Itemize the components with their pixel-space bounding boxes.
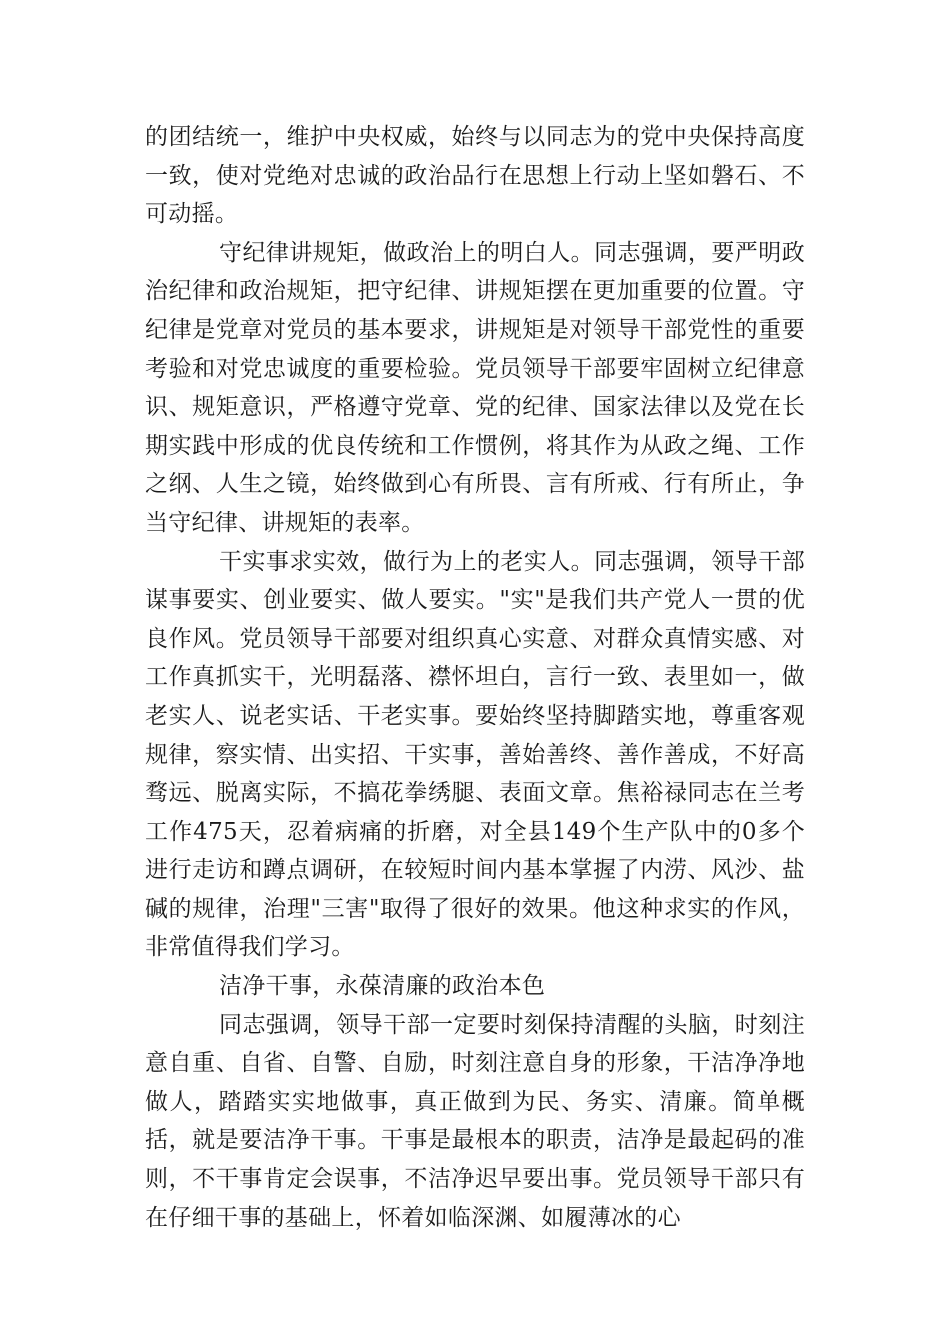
paragraph-discipline: 守纪律讲规矩，做政治上的明白人。同志强调，要严明政治纪律和政治规矩，把守纪律、讲规矩摆在更加重要的位置。守纪律是党章对党员的基本要求，讲规矩是对领导干部党性的重要考验和对党忠诚度的重要检验。党员领导干部要牢固树立纪律意识、规矩意识，严格遵守党章、党的纪律、国家法律以及党在长期实践中形成的优良传统和工作惯例，将其作为从政之绳、工作之纲、人生之镜，始终做到心有所畏、言有所戒、行有所止，争当守纪律、讲规矩的表率。 bbox=[145, 239, 805, 536]
paragraph-practical: 干实事求实效，做行为上的老实人。同志强调，领导干部谋事要实、创业要实、做人要实。"实"是我们共产党人一贯的优良作风。党员领导干部要对组织真心实意、对群众真情实感、对工作真抓实干，光明磊落、襟怀坦白，言行一致、表里如一，做老实人、说老实话、干老实事。要始终坚持脚踏实地，尊重客观规律，察实情、出实招、干实事，善始善终、善作善成，不好高骛远、脱离实际，不搞花拳绣腿、表面文章。焦裕禄同志在兰考工作475天，忍着病痛的折磨，对全县149个生产队中的0多个进行走访和蹲点调研，在较短时间内基本掌握了内涝、风沙、盐碱的规律，治理"三害"取得了很好的效果。他这种求实的作风，非常值得我们学习。 bbox=[145, 548, 805, 961]
section-heading-integrity: 洁净干事，永葆清廉的政治本色 bbox=[219, 973, 546, 1000]
paragraph-continued: 的团结统一，维护中央权威，始终与以同志为的党中央保持高度一致，使对党绝对忠诚的政治品行在思想上行动上坚如磐石、不可动摇。 bbox=[145, 124, 805, 228]
paragraph-integrity: 同志强调，领导干部一定要时刻保持清醒的头脑，时刻注意自重、自省、自警、自励，时刻注意自身的形象，干洁净净地做人，踏踏实实地做事，真正做到为民、务实、清廉。简单概括，就是要洁净干事。干事是最根本的职责，洁净是最起码的准则，不干事肯定会误事，不洁净迟早要出事。党员领导干部只有在仔细干事的基础上，怀着如临深渊、如履薄冰的心 bbox=[145, 1011, 805, 1231]
document-body bbox=[145, 118, 805, 1237]
